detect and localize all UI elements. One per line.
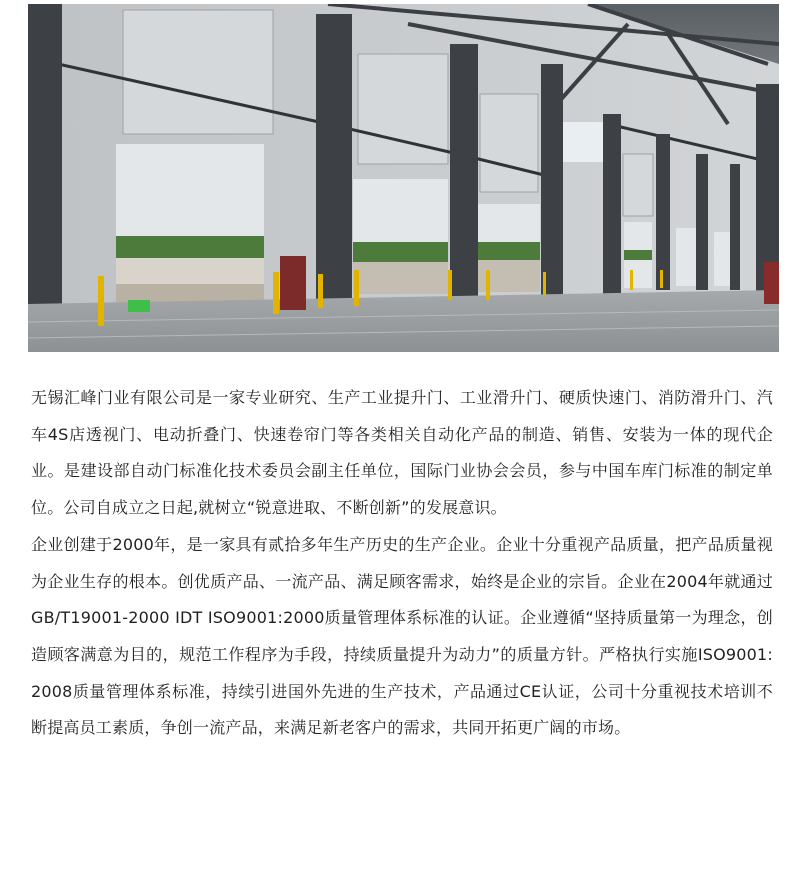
article-paragraph-1: 无锡汇峰门业有限公司是一家专业研究、生产工业提升门、工业滑升门、硬质快速门、消防滑升门、汽车4S店透视门、电动折叠门、快速卷帘门等各类相关自动化产品的制造、销售、安装为一体的现代企业。是建设部自动门标准化技术委员会副主任单位，国际门业协会会员，参与中国车库门标准的制定单位。公司自成立之日起,就树立“锐意进取、不断创新”的发展意识。	[31, 388, 773, 518]
article-paragraph-2: 企业创建于2000年，是一家具有贰拾多年生产历史的生产企业。企业十分重视产品质量，把产品质量视为企业生存的根本。创优质产品、一流产品、满足顾客需求，始终是企业的宗旨。企业在2004年就通过GB/T19001-2000 IDT ISO9001:2000质量管理体系标准的认证。企业遵循“坚持质量第一为理念，创造顾客满意为目的，规范工作程序为手段，持续质量提升为动力”的质量方针。严格执行实施ISO9001:2008质量管理体系标准，持续引进国外先进的生产技术，产品通过CE认证，公司十分重视技术培训不断提高员工素质，争创一流产品，来满足新老客户的需求，共同开拓更广阔的市场。	[31, 534, 773, 738]
control-cabinet	[280, 256, 306, 310]
article-body	[31, 380, 773, 747]
sign-board	[764, 262, 779, 304]
green-bin	[128, 300, 150, 312]
door-opening-2	[353, 179, 448, 294]
factory-photo	[28, 4, 779, 352]
factory-photo-illustration	[28, 4, 779, 352]
door-opening-1	[116, 144, 264, 304]
